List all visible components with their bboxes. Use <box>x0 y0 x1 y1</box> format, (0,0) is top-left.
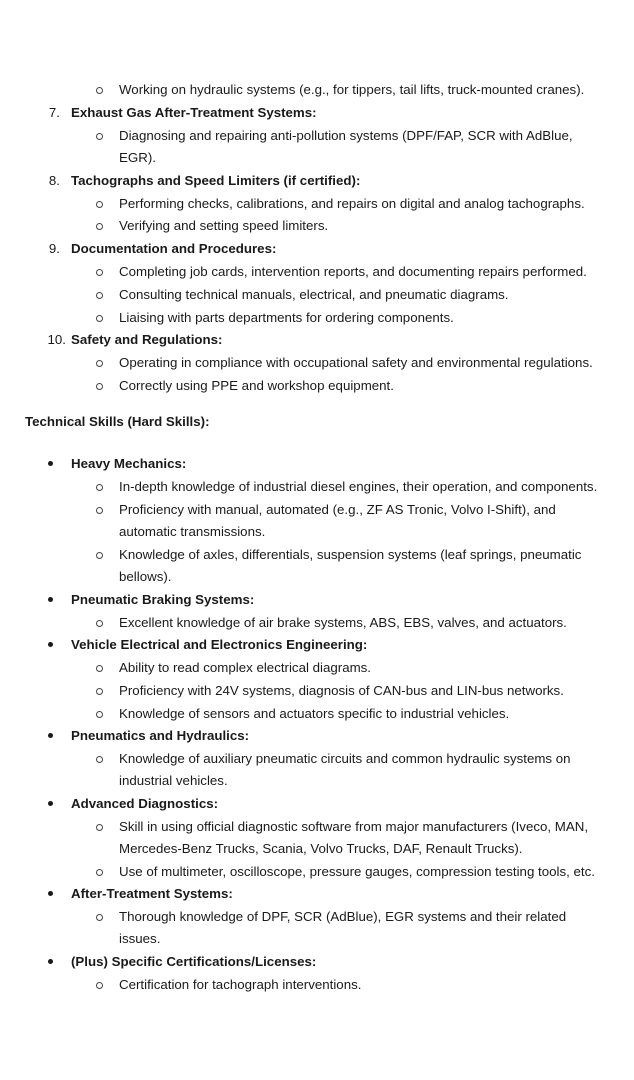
hollow-bullet-icon <box>96 133 103 140</box>
list-item-text: Consulting technical manuals, electrical, and pneumatic diagrams. <box>119 287 509 302</box>
hollow-bullet-icon <box>96 201 103 208</box>
bullet-icon <box>48 733 53 738</box>
skill-title: Heavy Mechanics: <box>71 456 187 471</box>
hollow-bullet-icon <box>96 688 103 695</box>
hollow-bullet-icon <box>96 620 103 627</box>
list-item-text: automatic transmissions. <box>119 524 266 539</box>
list-number: 10. <box>47 332 66 347</box>
hollow-bullet-icon <box>96 507 103 514</box>
hollow-bullet-icon <box>96 824 103 831</box>
section-title: Documentation and Procedures: <box>71 241 277 256</box>
hollow-bullet-icon <box>96 914 103 921</box>
list-item-text: Knowledge of axles, differentials, suspension systems (leaf springs, pneumatic <box>119 547 582 562</box>
hollow-bullet-icon <box>96 756 103 763</box>
list-item-text: bellows). <box>119 569 172 584</box>
list-item-text: Use of multimeter, oscilloscope, pressure gauges, compression testing tools, etc. <box>119 864 595 879</box>
hollow-bullet-icon <box>96 711 103 718</box>
bullet-icon <box>48 597 53 602</box>
list-item-text: Skill in using official diagnostic software from major manufacturers (Iveco, MAN, <box>119 819 589 834</box>
section-title: Tachographs and Speed Limiters (if certified): <box>71 173 361 188</box>
list-item-text: Proficiency with manual, automated (e.g., ZF AS Tronic, Volvo I-Shift), and <box>119 502 556 517</box>
hollow-bullet-icon <box>96 665 103 672</box>
hollow-bullet-icon <box>96 315 103 322</box>
hollow-bullet-icon <box>96 484 103 491</box>
skill-title: Pneumatics and Hydraulics: <box>71 728 250 743</box>
list-item-text: Knowledge of sensors and actuators specific to industrial vehicles. <box>119 706 510 721</box>
bullet-icon <box>48 959 53 964</box>
list-item-text: In-depth knowledge of industrial diesel engines, their operation, and components. <box>119 479 598 494</box>
list-item-text: issues. <box>119 931 161 946</box>
hollow-bullet-icon <box>96 292 103 299</box>
list-item-text: industrial vehicles. <box>119 773 228 788</box>
list-item-text: Diagnosing and repairing anti-pollution systems (DPF/FAP, SCR with AdBlue, <box>119 128 573 143</box>
list-item-text: Ability to read complex electrical diagrams. <box>119 660 372 675</box>
list-item-text: Verifying and setting speed limiters. <box>119 218 329 233</box>
hollow-bullet-icon <box>96 223 103 230</box>
list-item-text: Knowledge of auxiliary pneumatic circuits and common hydraulic systems on <box>119 751 571 766</box>
skill-title: Vehicle Electrical and Electronics Engineering: <box>71 637 368 652</box>
list-item-text: Certification for tachograph interventions. <box>119 977 362 992</box>
hollow-bullet-icon <box>96 360 103 367</box>
section-title: Exhaust Gas After-Treatment Systems: <box>71 105 317 120</box>
list-number: 7. <box>48 105 60 120</box>
hollow-bullet-icon <box>96 383 103 390</box>
list-item-text: Mercedes-Benz Trucks, Scania, Volvo Trucks, DAF, Renault Trucks). <box>119 841 523 856</box>
list-item-text: Liaising with parts departments for ordering components. <box>119 310 454 325</box>
bullet-icon <box>48 891 53 896</box>
list-item-text: EGR). <box>119 150 156 165</box>
skill-title: Advanced Diagnostics: <box>71 796 219 811</box>
bullet-icon <box>48 642 53 647</box>
hollow-bullet-icon <box>96 982 103 989</box>
list-item-text: Correctly using PPE and workshop equipment. <box>119 378 394 393</box>
skill-title: After-Treatment Systems: <box>71 886 233 901</box>
bullet-icon <box>48 801 53 806</box>
list-item-text: Thorough knowledge of DPF, SCR (AdBlue), EGR systems and their related <box>119 909 567 924</box>
list-item-text: Excellent knowledge of air brake systems, ABS, EBS, valves, and actuators. <box>119 615 567 630</box>
bullet-icon <box>48 461 53 466</box>
list-item-text: Completing job cards, intervention reports, and documenting repairs performed. <box>119 264 587 279</box>
list-number: 8. <box>48 173 60 188</box>
skill-title: Pneumatic Braking Systems: <box>71 592 255 607</box>
list-item-text: Operating in compliance with occupational safety and environmental regulations. <box>119 355 593 370</box>
hollow-bullet-icon <box>96 552 103 559</box>
hollow-bullet-icon <box>96 869 103 876</box>
list-item-text: Working on hydraulic systems (e.g., for tippers, tail lifts, truck-mounted cranes). <box>119 82 585 97</box>
hollow-bullet-icon <box>96 269 103 276</box>
section-title: Safety and Regulations: <box>71 332 223 347</box>
list-item-text: Performing checks, calibrations, and repairs on digital and analog tachographs. <box>119 196 585 211</box>
list-item-text: Proficiency with 24V systems, diagnosis of CAN-bus and LIN-bus networks. <box>119 683 564 698</box>
skill-title: (Plus) Specific Certifications/Licenses: <box>71 954 317 969</box>
list-number: 9. <box>48 241 60 256</box>
hollow-bullet-icon <box>96 87 103 94</box>
section-heading: Technical Skills (Hard Skills): <box>25 414 210 429</box>
